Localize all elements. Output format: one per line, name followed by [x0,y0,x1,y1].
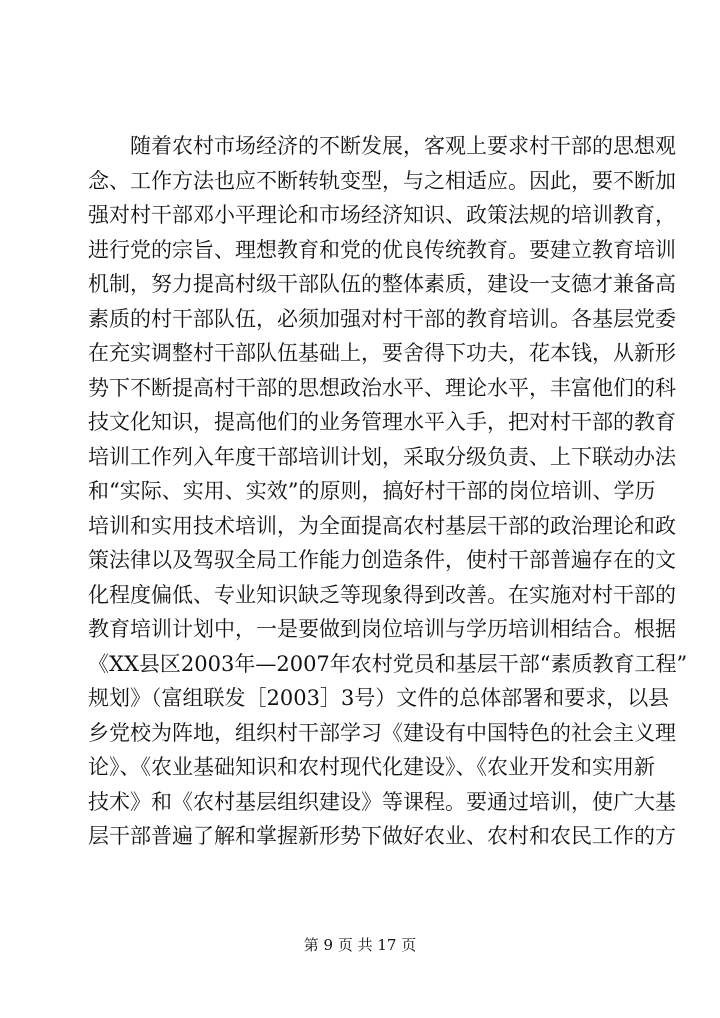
text-line: 在充实调整村干部队伍基础上，要舍得下功夫，花本钱，从新形 [88,341,676,365]
body-paragraph [88,129,688,854]
page-footer [0,934,720,955]
text-line: 素质的村干部队伍，必须加强对村干部的教育培训。各基层党委 [88,306,676,331]
text-line: 教育培训计划中，一是要做到岗位培训与学历培训相结合。根据 [88,617,676,641]
text-line: 技文化知识，提高他们的业务管理水平入手，把对村干部的教育 [88,410,676,434]
text-line: 论》、《农业基础知识和农村现代化建设》、《农业开发和实用新 [88,755,655,779]
text-line: 进行党的宗旨、理想教育和党的优良传统教育。要建立教育培训 [88,237,676,262]
text-line: 乡党校为阵地，组织村干部学习《建设有中国特色的社会主义理 [88,720,676,745]
page-number: 第 9 页 共 17 页 [303,936,417,954]
text-line: 机制，努力提高村级干部队伍的整体素质，建设一支德才兼备高 [88,272,676,296]
text-line: 强对村干部邓小平理论和市场经济知识、政策法规的培训教育， [88,203,676,227]
text-line: 和“实际、实用、实效”的原则，搞好村干部的岗位培训、学历 [88,479,656,503]
text-line: 念、工作方法也应不断转轨变型，与之相适应。因此，要不断加 [88,168,676,193]
text-line: 随着农村市场经济的不断发展，客观上要求村干部的思想观 [130,134,676,158]
text-line: 层干部普遍了解和掌握新形势下做好农业、农村和农民工作的方 [88,824,676,848]
text-line: 策法律以及驾驭全局工作能力创造条件，使村干部普遍存在的文 [88,548,676,572]
text-line: 《XX县区2003年—2007年农村党员和基层干部“素质教育工程” [88,651,688,676]
text-line: 培训工作列入年度干部培训计划，采取分级负责、上下联动办法 [88,444,676,469]
text-line: 势下不断提高村干部的思想政治水平、理论水平，丰富他们的科 [88,375,676,400]
text-line: 化程度偏低、专业知识缺乏等现象得到改善。在实施对村干部的 [88,582,676,607]
text-line: 规划》（富组联发［2003］3号）文件的总体部署和要求，以县 [88,686,670,710]
text-line: 技术》和《农村基层组织建设》等课程。要通过培训，使广大基 [88,789,676,814]
text-line: 培训和实用技术培训，为全面提高农村基层干部的政治理论和政 [88,513,676,538]
